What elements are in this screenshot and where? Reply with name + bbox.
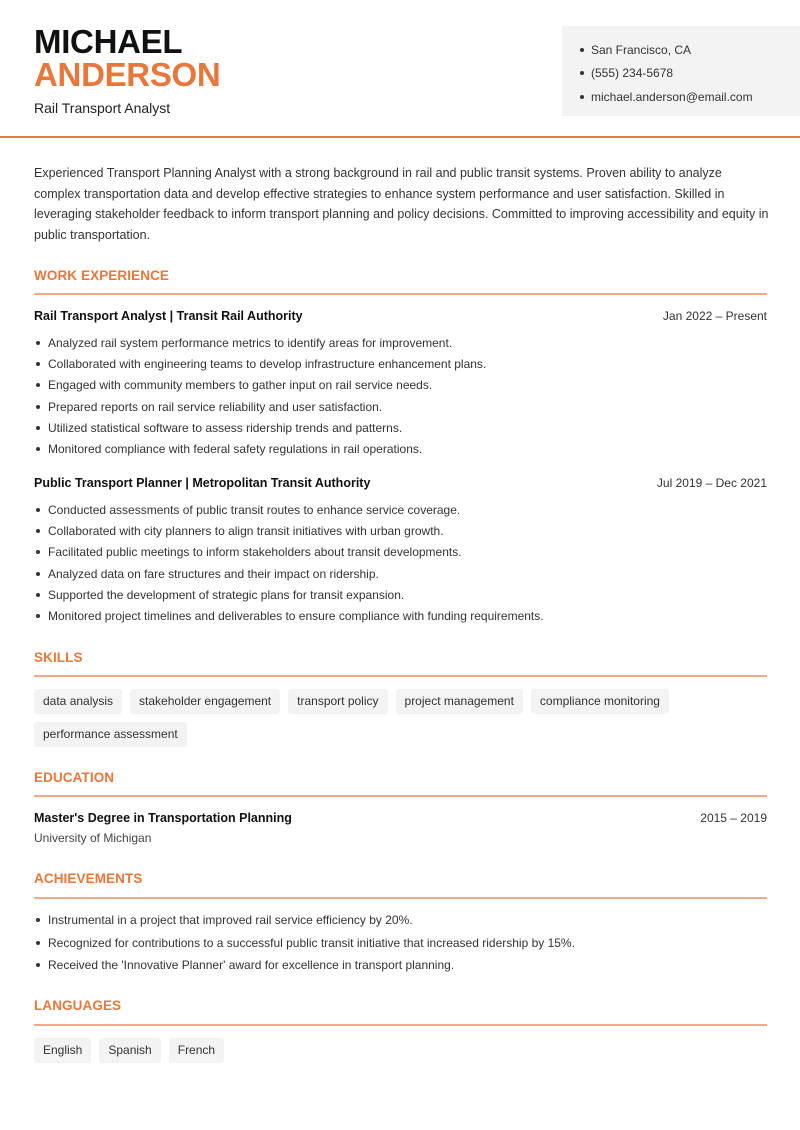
resume-header (0, 0, 800, 138)
list-item: Analyzed data on fare structures and their impact on ridership. (34, 563, 767, 584)
last-name: ANDERSON (34, 56, 221, 93)
list-item: Monitored compliance with federal safety regulations in rail operations. (34, 438, 767, 459)
section-divider (34, 293, 767, 295)
contact-phone (580, 62, 800, 86)
bullet-icon (36, 362, 40, 366)
bullet-icon (580, 71, 584, 75)
section-title-education: EDUCATION (34, 770, 115, 785)
skill-chip: project management (396, 689, 523, 714)
professional-summary: Experienced Transport Planning Analyst with a strong background in rail and public transit systems. Proven ability to analyze complex transportation data and develop effective strategies to enhance system performance and user satisfaction. Skilled in leveraging stakeholder feedback to inform transport planning and policy decisions. Committed to improving accessibility and equity in public transportation. (34, 166, 769, 243)
school: University of Michigan (34, 831, 152, 845)
bullet-icon (36, 383, 40, 387)
list-item: Analyzed rail system performance metrics to identify areas for improvement. (34, 332, 767, 353)
first-name: MICHAEL (34, 23, 183, 60)
email-text[interactable]: michael.anderson@email.com (591, 89, 753, 104)
list-item: Conducted assessments of public transit routes to enhance service coverage. (34, 499, 767, 520)
list-item: Recognized for contributions to a successful public transit initiative that increased ridership by 15%. (34, 932, 767, 955)
list-item: Received the 'Innovative Planner' award for excellence in transport planning. (34, 954, 767, 977)
section-title-languages: LANGUAGES (34, 998, 122, 1013)
list-item: Prepared reports on rail service reliability and user satisfaction. (34, 396, 767, 417)
bullet-icon (36, 508, 40, 512)
list-item: Monitored project timelines and deliverables to ensure compliance with funding requirements. (34, 605, 767, 626)
language-chip: English (34, 1038, 91, 1063)
skill-chip: stakeholder engagement (130, 689, 280, 714)
job-header (34, 309, 767, 323)
bullet-icon (36, 941, 40, 945)
section-divider (34, 897, 767, 899)
job-header (34, 476, 767, 490)
section-divider (34, 1024, 767, 1026)
list-item: Collaborated with city planners to align transit initiatives with urban growth. (34, 520, 767, 541)
skills-list (34, 689, 767, 747)
bullet-icon (36, 529, 40, 533)
list-item: Supported the development of strategic plans for transit expansion. (34, 584, 767, 605)
job-dates: Jul 2019 – Dec 2021 (656, 476, 767, 490)
languages-list (34, 1038, 767, 1063)
job-role: Rail Transport Analyst | Transit Rail Authority (34, 309, 303, 323)
language-chip: Spanish (99, 1038, 160, 1063)
list-item: Utilized statistical software to assess ridership trends and patterns. (34, 417, 767, 438)
list-item: Collaborated with engineering teams to develop infrastructure enhancement plans. (34, 353, 767, 374)
skill-chip: data analysis (34, 689, 122, 714)
list-item: Engaged with community members to gather input on rail service needs. (34, 375, 767, 396)
section-title-skills: SKILLS (34, 650, 83, 665)
bullet-icon (36, 593, 40, 597)
skill-chip: compliance monitoring (531, 689, 669, 714)
contact-box (562, 26, 800, 116)
achievements-list (34, 909, 767, 977)
list-item: Instrumental in a project that improved rail service efficiency by 20%. (34, 909, 767, 932)
bullet-icon (36, 614, 40, 618)
section-title-achievements: ACHIEVEMENTS (34, 871, 143, 886)
language-chip: French (169, 1038, 224, 1063)
skill-chip: transport policy (288, 689, 387, 714)
education-header (34, 811, 767, 825)
bullet-icon (36, 405, 40, 409)
bullet-icon (36, 447, 40, 451)
job-bullets (34, 332, 767, 460)
education-years: 2015 – 2019 (700, 811, 767, 825)
bullet-icon (36, 572, 40, 576)
job-title: Rail Transport Analyst (34, 100, 171, 116)
contact-email[interactable] (580, 85, 800, 109)
bullet-icon (580, 95, 584, 99)
phone-text: (555) 234-5678 (591, 66, 674, 81)
bullet-icon (580, 48, 584, 52)
bullet-icon (36, 341, 40, 345)
bullet-icon (36, 918, 40, 922)
job-dates: Jan 2022 – Present (662, 309, 767, 323)
job-bullets (34, 499, 767, 627)
section-title-work-experience: WORK EXPERIENCE (34, 268, 170, 283)
skill-chip: performance assessment (34, 722, 187, 747)
section-divider (34, 675, 767, 677)
job-role: Public Transport Planner | Metropolitan Transit Authority (34, 476, 371, 490)
bullet-icon (36, 550, 40, 554)
section-divider (34, 795, 767, 797)
contact-location (580, 38, 800, 62)
degree: Master's Degree in Transportation Planning (34, 811, 292, 825)
location-text: San Francisco, CA (591, 42, 692, 57)
list-item: Facilitated public meetings to inform stakeholders about transit developments. (34, 542, 767, 563)
bullet-icon (36, 963, 40, 967)
bullet-icon (36, 426, 40, 430)
